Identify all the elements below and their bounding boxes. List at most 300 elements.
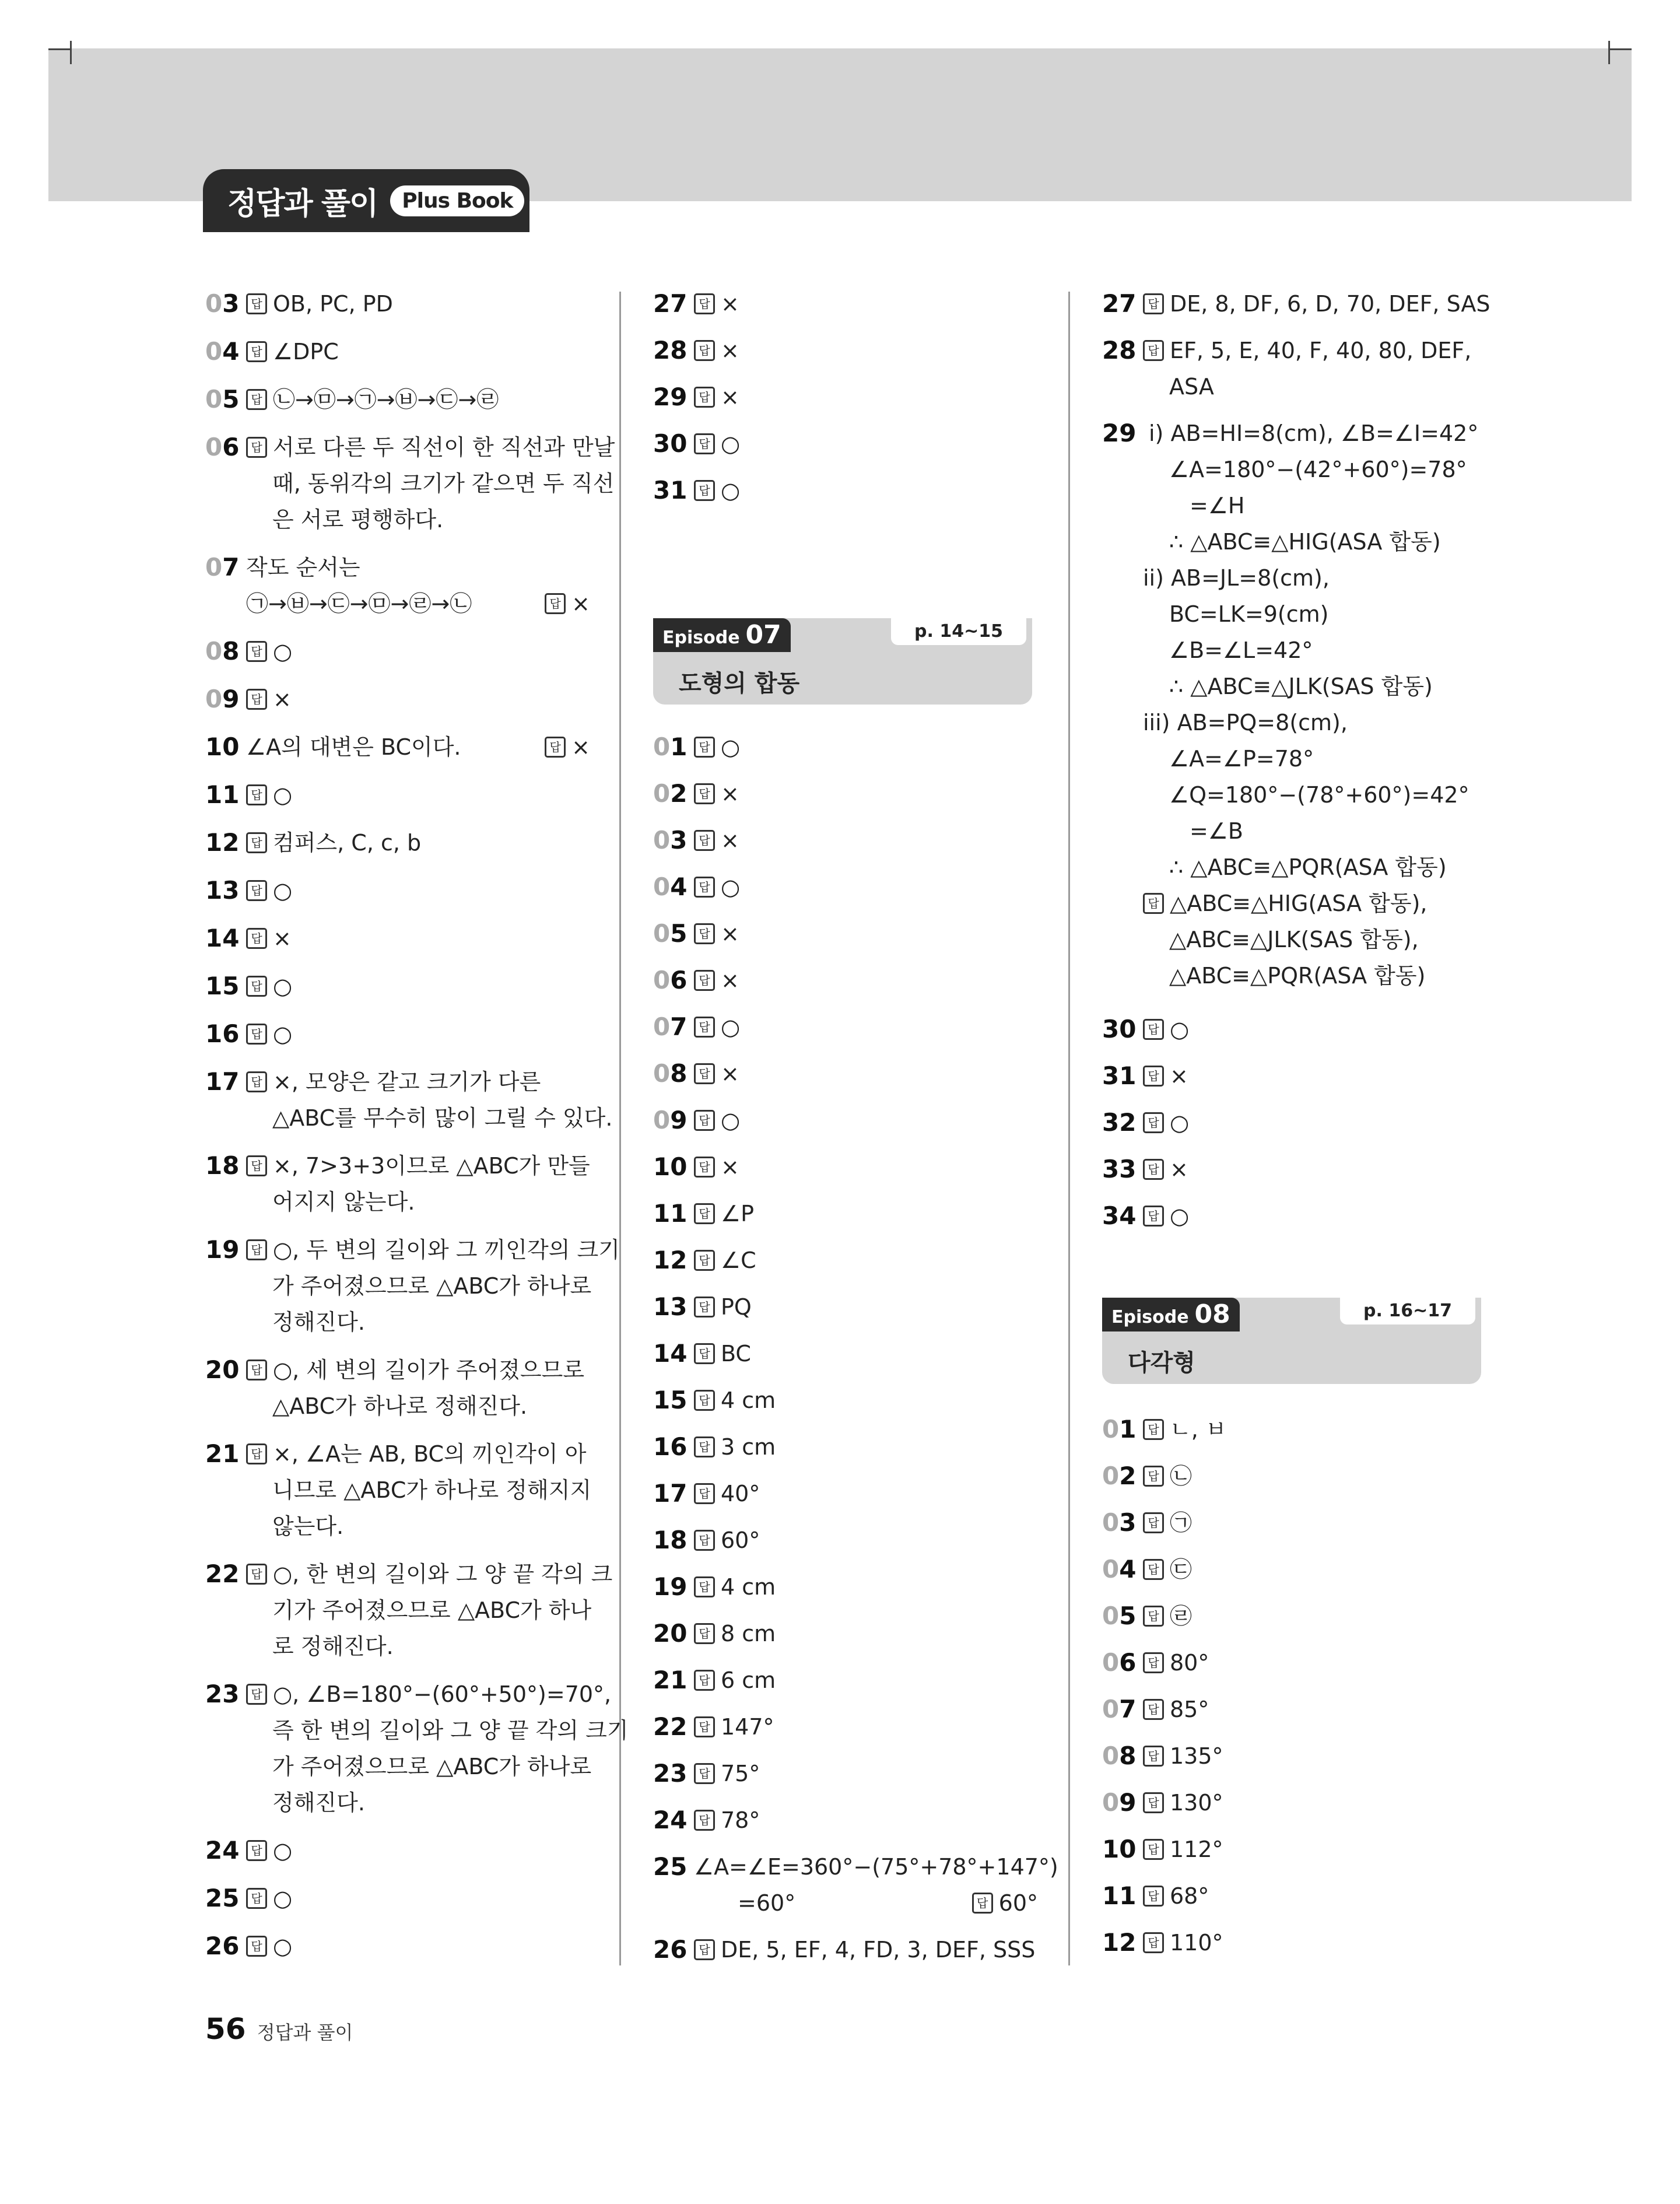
episode-number: 08: [1194, 1299, 1230, 1329]
answer-mark-icon: [694, 1110, 715, 1131]
answer-text: 답 ○: [246, 1928, 292, 1964]
answer-text: 답 ○: [694, 472, 740, 509]
number-digit: 3: [1119, 1508, 1137, 1537]
item-number: [205, 429, 239, 465]
number-digit: 1: [653, 1572, 671, 1601]
number-digit: 2: [1102, 289, 1120, 318]
right-answer: 답 ×: [545, 586, 590, 622]
answer-text: 은 서로 평행하다.: [272, 507, 444, 532]
answer-text: 답 ×: [694, 286, 739, 322]
answer-text: 답 ○: [246, 1880, 292, 1916]
number-digit: 6: [1119, 1648, 1137, 1677]
answer-text: 답 ∠DPC: [246, 334, 339, 370]
answer-mark-icon: [694, 877, 715, 898]
number-digit: 1: [670, 1666, 688, 1694]
answer-text: 답 ○, 한 변의 길이와 그 양 끝 각의 크: [246, 1556, 612, 1592]
answer-text: 답 ×, ∠A는 AB, BC의 끼인각이 아: [246, 1436, 586, 1472]
number-digit: 9: [670, 1106, 688, 1134]
answer-text: 답 ∠P: [694, 1196, 754, 1232]
item-number: [653, 869, 687, 905]
answer-mark-icon: [1143, 893, 1164, 914]
item-number: [1102, 332, 1136, 369]
number-digit: 3: [1102, 1061, 1120, 1090]
number-digit: 2: [653, 1852, 671, 1881]
answer-text: 답 130°: [1143, 1785, 1223, 1821]
answer-text: 답 4 cm: [694, 1382, 776, 1418]
item-number: [205, 633, 239, 670]
number-digit: 0: [653, 1106, 671, 1134]
answer-mark-icon: [1143, 1839, 1164, 1860]
answer-mark-icon: [694, 1436, 715, 1457]
solution-line: ∴ △ABC≡△JLK(SAS 합동): [1169, 674, 1433, 699]
answer-text: 답 3 cm: [694, 1429, 776, 1465]
crop-mark: [1608, 48, 1632, 50]
number-digit: 1: [205, 1019, 223, 1048]
item-number: [205, 1436, 239, 1472]
answer-text: 답 ○: [246, 1016, 292, 1052]
item-number: [205, 1352, 239, 1388]
answer-mark-icon: [694, 737, 715, 758]
crop-mark: [48, 48, 72, 50]
number-digit: 0: [653, 779, 671, 808]
answer-text: 답 8 cm: [694, 1616, 776, 1652]
answer-mark-icon: [694, 783, 715, 804]
number-digit: 3: [1102, 1108, 1120, 1137]
item-number: [1102, 286, 1136, 322]
answer-text: 답 ㉡: [1143, 1458, 1192, 1494]
number-digit: 0: [205, 433, 223, 461]
answer-text: 답 ○, 두 변의 길이와 그 끼인각의 크기: [246, 1232, 620, 1268]
solution-line: =∠H: [1190, 493, 1245, 518]
number-digit: 1: [205, 733, 223, 761]
number-digit: 3: [222, 876, 240, 905]
solution-line: ∠B=∠L=42°: [1169, 637, 1313, 663]
item-number: [205, 381, 239, 418]
crop-mark: [1608, 41, 1610, 64]
answer-mark-icon: [246, 1155, 267, 1176]
item-number: [205, 729, 239, 765]
answer-text: 답 110°: [1143, 1925, 1223, 1961]
solution-line: ∠A=∠P=78°: [1169, 746, 1314, 772]
number-digit: 1: [1102, 1881, 1120, 1910]
number-digit: 0: [1119, 1015, 1137, 1043]
number-digit: 0: [653, 1012, 671, 1041]
answer-mark-icon: [694, 1250, 715, 1271]
solution-line: ∴ △ABC≡△PQR(ASA 합동): [1169, 854, 1447, 880]
number-digit: 3: [670, 1292, 688, 1321]
item-number: [653, 1849, 687, 1885]
item-number: [1102, 1198, 1136, 1234]
item-number: [653, 1932, 687, 1968]
answer-text: 작도 순서는: [246, 555, 360, 580]
number-digit: 8: [670, 1526, 688, 1554]
number-digit: 1: [670, 476, 688, 504]
item-number: [653, 1756, 687, 1792]
right-answer: 답 60°: [972, 1885, 1038, 1921]
number-digit: 0: [205, 337, 223, 366]
number-digit: 7: [1119, 1695, 1137, 1723]
answer-mark-icon: [694, 923, 715, 944]
answer-text: 답 OB, PC, PD: [246, 286, 393, 322]
answer-mark-icon: [1143, 1559, 1164, 1580]
number-digit: 7: [670, 1479, 688, 1508]
item-number: [653, 286, 687, 322]
number-digit: 9: [222, 685, 240, 713]
number-digit: 3: [653, 476, 671, 504]
number-digit: 0: [1102, 1648, 1120, 1677]
answer-text: 답 ○: [694, 426, 740, 462]
answer-text: 가 주어졌으므로 △ABC가 하나로: [272, 1754, 592, 1779]
number-digit: 1: [653, 1339, 671, 1368]
number-digit: 1: [205, 876, 223, 905]
number-digit: 2: [205, 1932, 223, 1960]
answer-mark-icon: [1143, 1886, 1164, 1907]
answer-text: 답 ×: [694, 1149, 739, 1185]
number-digit: 8: [1119, 336, 1137, 365]
number-digit: 1: [670, 733, 688, 761]
number-digit: 3: [653, 429, 671, 458]
section-tab: [203, 169, 529, 232]
number-digit: 4: [670, 1806, 688, 1834]
answer-text: 답 6 cm: [694, 1662, 776, 1698]
number-digit: 1: [653, 1246, 671, 1274]
item-number: [653, 729, 687, 765]
answer-text: 답 ×: [694, 962, 739, 998]
solution-line: ∴ △ABC≡△HIG(ASA 합동): [1169, 529, 1441, 555]
answer-text: 정해진다.: [272, 1309, 365, 1335]
number-digit: 2: [205, 1884, 223, 1912]
item-number: [653, 1476, 687, 1512]
item-number: [205, 1832, 239, 1869]
item-number: [653, 1802, 687, 1838]
number-digit: 0: [1102, 1462, 1120, 1490]
answer-text: 답 DE, 8, DF, 6, D, 70, DEF, SAS: [1143, 286, 1490, 322]
answer-text: 답 ○: [1143, 1105, 1189, 1141]
number-digit: 1: [222, 1439, 240, 1468]
item-number: [653, 1429, 687, 1465]
number-digit: 5: [1119, 1602, 1137, 1630]
number-digit: 0: [653, 966, 671, 994]
number-digit: 6: [670, 1432, 688, 1461]
item-number: [653, 1662, 687, 1698]
item-number: [1102, 1505, 1136, 1541]
number-digit: 4: [670, 1339, 688, 1368]
number-digit: 1: [653, 1386, 671, 1414]
number-digit: 8: [222, 1151, 240, 1180]
item-number: [1102, 1411, 1136, 1448]
number-digit: 0: [205, 289, 223, 318]
solution-line: △ABC≡△PQR(ASA 합동): [1169, 963, 1426, 989]
number-digit: 7: [222, 553, 240, 581]
number-digit: 2: [653, 1935, 671, 1964]
item-number: [1102, 1598, 1136, 1634]
item-number: [205, 777, 239, 813]
answer-mark-icon: [1143, 1159, 1164, 1180]
number-digit: 1: [653, 1199, 671, 1228]
number-digit: 1: [222, 780, 240, 809]
answer-mark-icon: [246, 341, 267, 362]
answer-mark-icon: [246, 1443, 267, 1464]
answer-mark-icon: [1143, 1112, 1164, 1133]
number-digit: 9: [1119, 419, 1137, 447]
answer-mark-icon: [694, 340, 715, 361]
answer-text: 답 ○: [1143, 1011, 1189, 1047]
solution-line: ∠Q=180°−(78°+60°)=42°: [1169, 782, 1469, 808]
number-digit: 0: [222, 1355, 240, 1384]
item-number: [205, 1556, 239, 1592]
answer-mark-icon: [694, 480, 715, 501]
answer-mark-icon: [246, 689, 267, 710]
answer-text: 답 112°: [1143, 1831, 1223, 1867]
crop-mark: [70, 41, 72, 64]
answer-text: 답 60°: [694, 1522, 760, 1558]
answer-text: 답 ㄴ, ㅂ: [1143, 1411, 1227, 1448]
answer-text: 답 ○: [246, 968, 292, 1004]
answer-text: 답 ×: [694, 776, 739, 812]
number-digit: 3: [222, 1680, 240, 1708]
answer-text: 답 ×, 7>3+3이므로 △ABC가 만들: [246, 1148, 590, 1184]
answer-text: 때, 동위각의 크기가 같으면 두 직선: [272, 471, 615, 496]
number-digit: 0: [653, 919, 671, 948]
number-digit: 5: [222, 1884, 240, 1912]
number-digit: 0: [670, 1152, 688, 1181]
item-number: [653, 426, 687, 462]
number-digit: 4: [222, 924, 240, 952]
item-number: [205, 1928, 239, 1964]
item-number: [205, 681, 239, 717]
item-number: [205, 286, 239, 322]
answer-text: 답 4 cm: [694, 1569, 776, 1605]
answer-mark-icon: [246, 928, 267, 949]
answer-mark-icon: [1143, 1419, 1164, 1440]
number-digit: 3: [1102, 1155, 1120, 1183]
answer-text: △ABC가 하나로 정해진다.: [272, 1393, 528, 1419]
number-digit: 6: [222, 433, 240, 461]
answer-text: 답 ×: [694, 379, 739, 415]
number-digit: 1: [205, 1067, 223, 1096]
answer-mark-icon: [694, 1343, 715, 1364]
page-footer: [205, 2012, 353, 2046]
number-digit: 5: [222, 385, 240, 414]
tab-curve: [529, 201, 576, 232]
number-digit: 2: [205, 1439, 223, 1468]
answer-text: 답 40°: [694, 1476, 760, 1512]
item-number: [653, 1569, 687, 1605]
item-number: [205, 1148, 239, 1184]
item-number: [205, 334, 239, 370]
item-number: [1102, 1151, 1136, 1187]
answer-text: 답 ○: [246, 633, 292, 670]
number-digit: 2: [653, 383, 671, 411]
number-digit: 7: [1119, 289, 1137, 318]
item-number: [653, 1056, 687, 1092]
answer-mark-icon: [545, 737, 566, 758]
answer-mark-icon: [246, 1564, 267, 1585]
number-digit: 1: [205, 924, 223, 952]
answer-text: 답 서로 다른 두 직선이 한 직선과 만날: [246, 429, 615, 465]
item-number: [653, 332, 687, 369]
answer-mark-icon: [1143, 1746, 1164, 1767]
number-digit: 0: [222, 733, 240, 761]
item-number: [1102, 1785, 1136, 1821]
number-digit: 9: [1119, 1788, 1137, 1817]
right-answer: 답 ×: [545, 729, 590, 765]
answer-mark-icon: [694, 1530, 715, 1551]
episode-header: [1102, 1298, 1481, 1384]
item-number: [1102, 1645, 1136, 1681]
number-digit: 0: [670, 1619, 688, 1648]
number-digit: 2: [222, 828, 240, 857]
answer-text: ㉠→㉥→㉢→㉤→㉣→㉡: [246, 591, 472, 616]
solution-line: =∠B: [1190, 818, 1243, 844]
number-digit: 1: [205, 1235, 223, 1264]
item-number: [205, 1676, 239, 1712]
page-number: 56: [205, 2012, 246, 2046]
answer-text: 답 ○: [694, 1009, 740, 1045]
item-number: [653, 916, 687, 952]
answer-mark-icon: [694, 433, 715, 454]
item-number: [1102, 1691, 1136, 1728]
number-digit: 9: [222, 1235, 240, 1264]
answer-text: 답 ○, 세 변의 길이가 주어졌으므로: [246, 1352, 584, 1388]
number-digit: 0: [1119, 1835, 1137, 1863]
item-number: [1102, 1925, 1136, 1961]
number-digit: 3: [1102, 1015, 1120, 1043]
answer-text: 답 ×: [1143, 1058, 1188, 1094]
answer-text: 니므로 △ABC가 하나로 정해지지: [272, 1477, 592, 1503]
number-digit: 2: [653, 1806, 671, 1834]
item-number: [205, 1064, 239, 1100]
number-digit: 0: [1102, 1788, 1120, 1817]
number-digit: 5: [670, 1386, 688, 1414]
answer-mark-icon: [246, 1888, 267, 1909]
answer-text: 답 EF, 5, E, 40, F, 40, 80, DEF,: [1143, 332, 1471, 369]
number-digit: 0: [1102, 1602, 1120, 1630]
number-digit: 1: [1119, 1061, 1137, 1090]
answer-mark-icon: [246, 293, 267, 314]
answer-text: △ABC를 무수히 많이 그릴 수 있다.: [272, 1105, 613, 1131]
section-title: 정답과 풀이: [227, 186, 378, 222]
number-digit: 2: [653, 1759, 671, 1788]
answer-text: 답 ○: [1143, 1198, 1189, 1234]
number-digit: 8: [222, 637, 240, 665]
answer-text: 답 75°: [694, 1756, 760, 1792]
number-digit: 0: [653, 1059, 671, 1088]
answer-text: 답 ○: [694, 1102, 740, 1138]
item-number: [1102, 1738, 1136, 1774]
answer-text: ∠A의 대변은 BC이다.: [246, 734, 461, 760]
answer-mark-icon: [694, 387, 715, 408]
answer-mark-icon: [1143, 1932, 1164, 1953]
answer-mark-icon: [246, 437, 267, 458]
number-digit: 2: [653, 1619, 671, 1648]
number-digit: 0: [670, 429, 688, 458]
number-digit: 1: [1119, 1881, 1137, 1910]
answer-mark-icon: [694, 1670, 715, 1691]
item-number: [205, 873, 239, 909]
number-digit: 4: [1119, 1555, 1137, 1583]
item-number: [653, 1196, 687, 1232]
item-number: [205, 920, 239, 956]
solution-line: BC=LK=9(cm): [1169, 601, 1329, 627]
item-number: [653, 1522, 687, 1558]
number-digit: 1: [205, 1151, 223, 1180]
answer-text: 답 PQ: [694, 1289, 752, 1325]
number-digit: 0: [653, 873, 671, 901]
answer-mark-icon: [694, 1716, 715, 1737]
answer-mark-icon: [246, 784, 267, 805]
number-digit: 1: [653, 1479, 671, 1508]
number-digit: 1: [205, 972, 223, 1000]
item-number: [1102, 1551, 1136, 1588]
answer-text: 답 ○, ∠B=180°−(60°+50°)=70°,: [246, 1676, 611, 1712]
number-digit: 1: [1102, 1835, 1120, 1863]
number-digit: 6: [222, 1932, 240, 1960]
answer-text: 답 ×: [694, 1056, 739, 1092]
answer-text: 답 85°: [1143, 1691, 1209, 1728]
answer-mark-icon: [694, 1483, 715, 1504]
answer-mark-icon: [694, 293, 715, 314]
answer-mark-icon: [246, 1936, 267, 1957]
number-digit: 7: [670, 289, 688, 318]
answer-text: 답 DE, 5, EF, 4, FD, 3, DEF, SSS: [694, 1932, 1035, 1968]
answer-mark-icon: [1143, 1206, 1164, 1227]
number-digit: 1: [670, 1199, 688, 1228]
number-digit: 1: [653, 1432, 671, 1461]
number-digit: 8: [1119, 1742, 1137, 1770]
episode-title: 다각형: [1128, 1350, 1195, 1376]
item-number: [653, 1709, 687, 1745]
answer-text: 답 ○: [694, 869, 740, 905]
item-number: [1102, 1458, 1136, 1494]
answer-text: 답 ㉣: [1143, 1598, 1192, 1634]
answer-text: 답 ×, 모양은 같고 크기가 다른: [246, 1064, 541, 1100]
number-digit: 0: [205, 637, 223, 665]
answer-mark-icon: [246, 1840, 267, 1861]
answer-mark-icon: [1143, 1606, 1164, 1627]
solution-line: ∠A=180°−(42°+60°)=78°: [1169, 457, 1467, 482]
number-digit: 1: [1119, 1415, 1137, 1443]
item-number: [205, 968, 239, 1004]
answer-mark-icon: [694, 1939, 715, 1960]
answer-text: 답 147°: [694, 1709, 774, 1745]
answer-text: 답 ×: [694, 916, 739, 952]
item-number: [653, 1149, 687, 1185]
number-digit: 2: [1102, 336, 1120, 365]
number-digit: 0: [653, 733, 671, 761]
number-digit: 2: [1119, 1462, 1137, 1490]
answer-mark-icon: [694, 1576, 715, 1597]
answer-text: ASA: [1169, 374, 1214, 400]
answer-text: 답 ○: [246, 777, 292, 813]
item-number: [1102, 1105, 1136, 1141]
number-digit: 1: [1102, 1928, 1120, 1957]
number-digit: 8: [670, 1059, 688, 1088]
number-digit: 0: [653, 826, 671, 854]
number-digit: 2: [653, 289, 671, 318]
item-number: [1102, 415, 1136, 451]
answer-text: 어지지 않는다.: [272, 1189, 415, 1215]
number-digit: 3: [1102, 1201, 1120, 1230]
item-number: [653, 379, 687, 415]
number-digit: 4: [670, 873, 688, 901]
answer-text: 답 ×: [694, 822, 739, 859]
answer-text: 답 ∠C: [694, 1242, 756, 1278]
answer-text: ∠A=∠E=360°−(75°+78°+147°): [694, 1854, 1058, 1880]
answer-mark-icon: [246, 832, 267, 853]
solution-line: i) AB=HI=8(cm), ∠B=∠I=42°: [1149, 421, 1479, 446]
answer-text: 답 78°: [694, 1802, 760, 1838]
